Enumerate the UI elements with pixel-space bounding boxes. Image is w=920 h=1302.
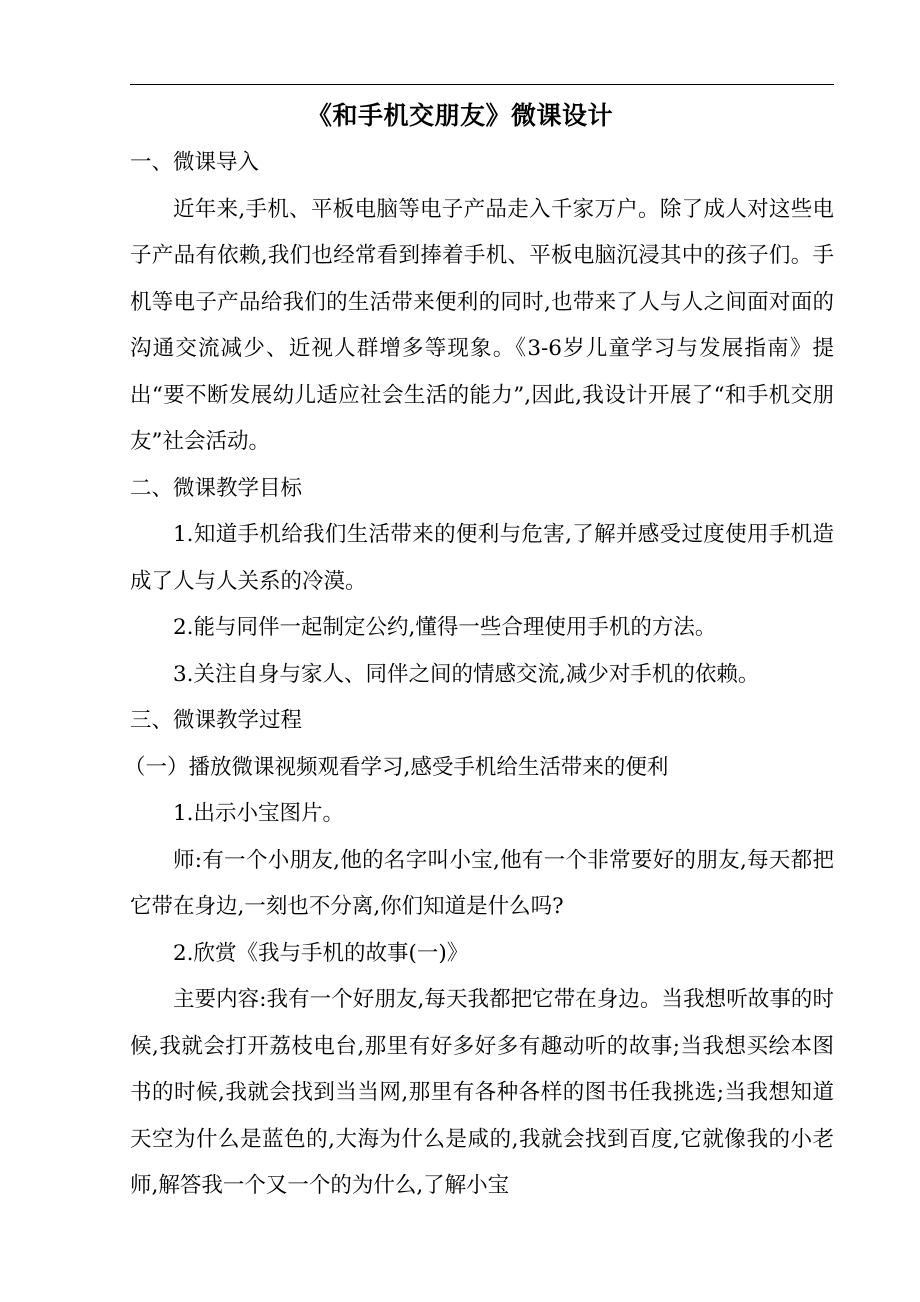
section-heading-intro: 一、微课导入 [130,150,260,175]
process-subheading-1: （一）播放微课视频观看学习,感受手机给生活带来的便利 [124,754,669,780]
document-title: 《和手机交朋友》微课设计 [306,101,613,130]
section-heading-goals: 二、微课教学目标 [130,475,303,501]
story-summary: 主要内容:我有一个好朋友,每天我都把它带在身边。当我想听故事的时候,我就会打开荔枝电台,那里有好多好多有趣动听的故事;当我想买绘本图书的时候,我就会找到当当网,那里有各种各样的图书任我挑选;当我想知道天空为什么是蓝色的,大海为什么是咸的,我就会找到百度,它就像我的小老师,解答我一个又一个的为什么,了解小宝 [130,987,834,1198]
goal-item-3: 3.关注自身与家人、同伴之间的情感交流,减少对手机的依赖。 [173,661,760,687]
document-body [124,140,834,1210]
process-step-1: 1.出示小宝图片。 [173,801,345,826]
paragraph-intro: 近年来,手机、平板电脑等电子产品走入千家万户。除了成人对这些电子产品有依赖,我们也经常看到捧着手机、平板电脑沉浸其中的孩子们。手机等电子产品给我们的生活带来便利的同时,也带来了人与人之间面对面的沟通交流减少、近视人群增多等现象。《3-6岁儿童学习与发展指南》提出“要不断发展幼儿适应社会生活的能力”,因此,我设计开展了“和手机交朋友”社会活动。 [130,196,834,454]
section-heading-process: 三、微课教学过程 [130,708,303,733]
header-rule [130,84,834,85]
teacher-dialogue: 师:有一个小朋友,他的名字叫小宝,他有一个非常要好的朋友,每天都把它带在身边,一刻也不分离,你们知道是什么吗? [130,847,834,919]
process-step-2: 2.欣赏《我与手机的故事(一)》 [173,940,469,966]
goal-item-2: 2.能与同伴一起制定公约,懂得一些合理使用手机的方法。 [173,615,717,640]
goal-item-1: 1.知道手机给我们生活带来的便利与危害,了解并感受过度使用手机造成了人与人关系的冷漠。 [130,522,834,594]
